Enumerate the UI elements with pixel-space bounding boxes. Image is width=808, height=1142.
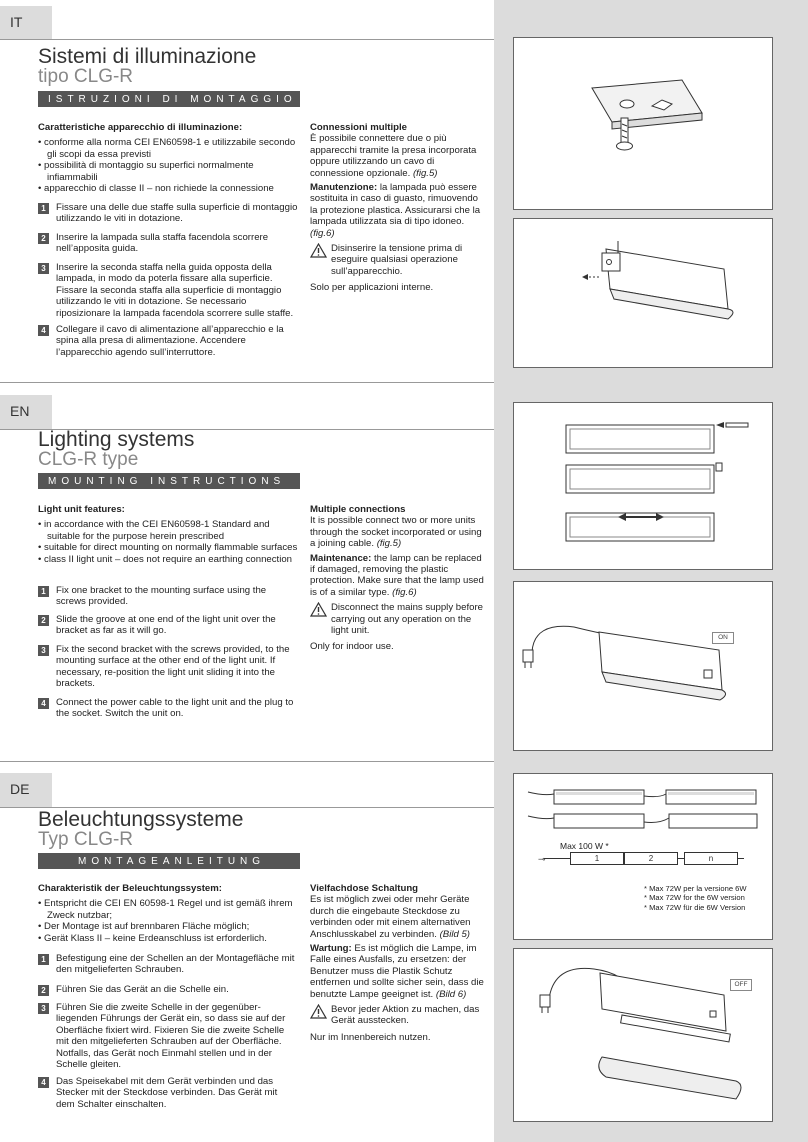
figure-6-lamp-replacement <box>513 948 773 1122</box>
step-number: 2 <box>38 615 49 626</box>
maintenance-label: Maintenance: <box>310 552 372 564</box>
feature-item: • conforme alla norma CEI EN60598-1 e utilizzabile secondo gli scopi da essa previsti <box>38 137 296 160</box>
step-text: Fix the second bracket with the screws provided, to the mounting surface at the other end of the light unit. If necessary, re-position the light unit sliding it into the brackets. <box>56 644 290 690</box>
step-text: Befestigung eine der Schellen an der Montagefläche mit den mitgelieferten Schrauben. <box>56 953 295 976</box>
step-text: Connect the power cable to the light unit and the plug to the socket. Switch the unit on. <box>56 697 294 720</box>
connections-ref: (fig.5) <box>376 538 402 550</box>
power-connection-illustration <box>514 582 772 750</box>
warning-text: Disinserire la tensione prima di eseguire qualsiasi operazione sull’apparecchio. <box>331 243 463 277</box>
multiple-connection-illustration <box>514 774 772 854</box>
bracket-screw-illustration <box>514 38 772 209</box>
step-2-de <box>38 984 298 995</box>
feature-item: • class II light unit – does not require an earthing connection <box>38 553 293 565</box>
section-subtitle-de: Typ CLG-R <box>38 829 134 850</box>
figure-1-bracket <box>513 37 773 210</box>
step-4-en <box>38 697 298 720</box>
section-title-en: Lighting systems <box>38 428 195 451</box>
connections-heading: Vielfachdose Schaltung <box>310 883 419 894</box>
feature-item: • apparecchio di classe II – non richiede la connessione <box>38 183 274 195</box>
plug-icon: ⊸ <box>538 854 546 864</box>
chain-box: n <box>684 852 738 865</box>
step-text: Führen Sie das Gerät an die Schelle ein. <box>56 984 229 995</box>
step-text: Slide the groove at one end of the light unit over the bracket as far as it will go. <box>56 614 276 637</box>
feature-item: • Entspricht die CEI EN 60598-1 Regel und ist gemäß ihrem Zweck nutzbar; <box>38 898 293 921</box>
switch-off-label: OFF <box>730 979 752 991</box>
indoor-note: Nur im Innenbereich nutzen. <box>310 1031 431 1043</box>
features-heading: Charakteristik der Beleuchtungssystem: <box>38 883 222 894</box>
features-block-de <box>38 883 300 944</box>
section-subtitle-it: tipo CLG-R <box>38 66 134 87</box>
lamp-replacement-illustration <box>514 949 772 1121</box>
repositioning-illustration <box>514 403 772 569</box>
maintenance-text: la lampada può essere sostituita in caso di guasto, rimuovendo la protezione plastica. Assicurarsi che la lampada utilizzata sia di tipo idoneo. <box>310 182 481 228</box>
warning-icon <box>310 602 327 617</box>
language-tab-en: EN <box>0 395 52 429</box>
maintenance-ref: (fig.6) <box>310 227 335 239</box>
maintenance-label: Manutenzione: <box>310 182 378 194</box>
warning-block <box>310 1004 488 1027</box>
section-divider <box>0 382 494 383</box>
step-number: 2 <box>38 985 49 996</box>
step-text: Inserire la lampada sulla staffa facendola scorrere nell’apposita guida. <box>56 232 269 255</box>
step-number: 4 <box>38 698 49 709</box>
step-3-en <box>38 644 298 690</box>
step-3-de <box>38 1002 298 1070</box>
fig5-note: * Max 72W per la versione 6W <box>644 884 747 893</box>
section-divider <box>0 39 494 40</box>
step-4-de <box>38 1076 298 1110</box>
fig5-note: * Max 72W for the 6W version <box>644 893 745 903</box>
maintenance-text: the lamp can be replaced if damaged, removing the plastic protection. Make sure that the lamp used is of a similar type. <box>310 552 484 598</box>
feature-item: • Gerät Klass II – keine Erdeanschluss ist erforderlich. <box>38 932 267 944</box>
feature-item: • possibilità di montaggio su superfici normalmente infiammabili <box>38 160 254 183</box>
warning-block <box>310 243 488 277</box>
step-1-de <box>38 953 298 976</box>
language-tab-it: IT <box>0 6 52 40</box>
features-heading: Caratteristiche apparecchio di illuminazione: <box>38 122 243 133</box>
feature-item: • suitable for direct mounting on normally flammable surfaces <box>38 542 298 554</box>
notes-block-en <box>310 504 488 653</box>
features-block-it <box>38 122 300 194</box>
step-1-en <box>38 585 298 608</box>
section-subtitle-en: CLG-R type <box>38 449 139 470</box>
indoor-note: Only for indoor use. <box>310 641 394 653</box>
warning-text: Disconnect the mains supply before carrying out any operation on the light unit. <box>331 602 483 637</box>
chain-box: 1 <box>570 852 624 865</box>
step-number: 1 <box>38 586 49 597</box>
instructions-bar-it: ISTRUZIONI DI MONTAGGIO <box>38 91 300 107</box>
figure-2-lamp-slide <box>513 218 773 368</box>
instructions-bar-de: MONTAGEANLEITUNG <box>38 853 300 869</box>
maintenance-ref: (Bild 6) <box>435 988 467 1000</box>
step-number: 1 <box>38 954 49 965</box>
connections-heading: Multiple connections <box>310 504 406 515</box>
warning-icon <box>310 1004 327 1019</box>
feature-item: • in accordance with the CEI EN60598-1 Standard and suitable for the purpose herein prescribed <box>38 519 270 542</box>
connections-heading: Connessioni multiple <box>310 122 408 133</box>
step-number: 4 <box>38 325 49 336</box>
connections-ref: (Bild 5) <box>439 928 470 940</box>
connections-text: It is possible connect two or more units through the socket incorporated or using a joining cable. <box>310 515 482 550</box>
maintenance-label: Wartung: <box>310 943 352 955</box>
fig5-note: * Max 72W für die 6W Version <box>644 902 746 912</box>
connections-text: È possibile connettere due o più apparecchi tramite la presa incorporata oppure utilizzando un cavo di connessione opzionale. <box>310 133 477 179</box>
step-4-it <box>38 324 298 358</box>
step-text: Inserire la seconda staffa nella guida opposta della lampada, in modo da poterla fissare alla superficie. Fissare la seconda staffa alla superficie di montaggio utilizzando le viti in dotazione. Se necessario riposizionare la lampada facendola scorrere sulle staffe. <box>56 262 294 319</box>
language-tab-de: DE <box>0 773 52 807</box>
step-3-it <box>38 262 298 319</box>
step-text: Führen Sie die zweite Schelle in der gegenüber-liegenden Führungs der Gerät ein, so dass sie auf der Oberfläche fixiert wird. Fixieren Sie die zweite Schelle mit den mitgelieferten Schrauben auf der Oberfläche. Notfalls, das Gerät noch Einmahl stellen und in der Schelle gleiten. <box>56 1002 286 1071</box>
figure-4-power-connection <box>513 581 773 751</box>
step-1-it <box>38 202 298 225</box>
instructions-bar-en: MOUNTING INSTRUCTIONS <box>38 473 300 489</box>
section-title-it: Sistemi di illuminazione <box>38 45 257 68</box>
step-number: 3 <box>38 263 49 274</box>
step-number: 2 <box>38 233 49 244</box>
figure-5-multiple-connection <box>513 773 773 940</box>
step-number: 3 <box>38 645 49 656</box>
step-text: Fissare una delle due staffe sulla superficie di montaggio utilizzando le viti in dotazione. <box>56 202 298 225</box>
features-heading: Light unit features: <box>38 504 125 515</box>
chain-box: 2 <box>624 852 678 865</box>
figure-3-repositioning <box>513 402 773 570</box>
warning-block <box>310 602 488 636</box>
notes-block-de <box>310 883 488 1043</box>
maintenance-ref: (fig.6) <box>392 586 417 598</box>
connections-text: Es ist möglich zwei oder mehr Geräte durch die eingebaute Steckdose zu verbinden oder mit einem alternativen Anschlusskabel zu verbinden. <box>310 894 471 940</box>
maintenance-text: Es ist möglich die Lampe, im Falle eines Ausfalls, zu ersetzen: der Benutzer muss die Plastik Schutz entfernen und sollte sicher sein, dass die benutzte Lampe geeignet ist. <box>310 943 484 1000</box>
step-text: Collegare il cavo di alimentazione all’apparecchio e la spina alla presa di alimentazione. Accendere l’apparecchio agendo sull’interruttore. <box>56 324 284 358</box>
lamp-slide-illustration <box>514 219 772 367</box>
step-text: Fix one bracket to the mounting surface using the screws provided. <box>56 585 267 608</box>
max-power-label: Max 100 W * <box>560 841 609 851</box>
step-2-en <box>38 614 298 637</box>
step-number: 4 <box>38 1077 49 1088</box>
step-2-it <box>38 232 298 255</box>
section-title-de: Beleuchtungssysteme <box>38 808 244 831</box>
step-number: 1 <box>38 203 49 214</box>
feature-item: • Der Montage ist auf brennbaren Fläche möglich; <box>38 921 250 933</box>
connections-ref: (fig.5) <box>412 167 438 179</box>
warning-icon <box>310 243 327 258</box>
warning-text: Bevor jeder Aktion zu machen, das Gerät ausstecken. <box>331 1004 480 1027</box>
step-text: Das Speisekabel mit dem Gerät verbinden und das Stecker mit der Steckdose verbinden. Das Gerät mit dem Schalter einschalten. <box>56 1076 278 1110</box>
switch-on-label: ON <box>712 632 734 644</box>
indoor-note: Solo per applicazioni interne. <box>310 282 434 294</box>
section-divider <box>0 761 494 762</box>
fig5-notes <box>644 884 747 912</box>
notes-block-it <box>310 122 488 294</box>
features-block-en <box>38 504 300 565</box>
step-number: 3 <box>38 1003 49 1014</box>
